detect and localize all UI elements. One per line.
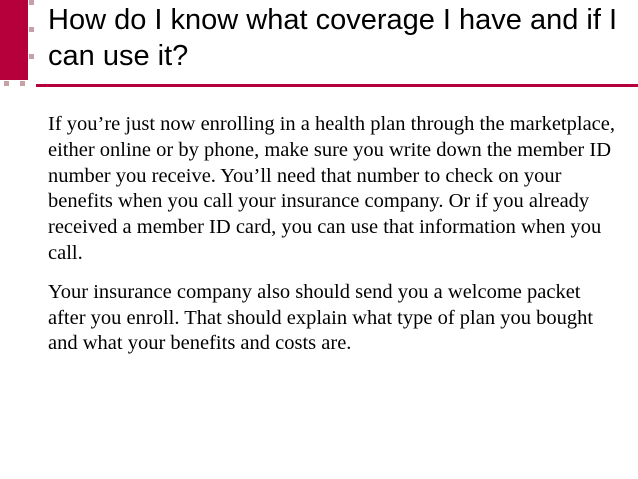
accent-dot: [29, 27, 34, 32]
accent-dot: [29, 0, 34, 5]
paragraph: If you’re just now enrolling in a health plan through the marketplace, either online or by phone, make sure you write down the member ID number you receive. You’ll need that number to check on your benefits when you call your insurance company. Or if you already received a member ID card, you can use that information when you call.: [48, 113, 615, 264]
accent-bar: [0, 0, 28, 80]
accent-dot: [20, 81, 25, 86]
body-text: [48, 112, 618, 370]
paragraph: Your insurance company also should send you a welcome packet after you enroll. That should explain what type of plan you bought and what your benefits and costs are.: [48, 280, 594, 355]
page-title: How do I know what coverage I have and if I can use it?: [48, 4, 618, 72]
accent-dot: [4, 81, 9, 86]
title-divider: [36, 84, 638, 87]
accent-dot: [29, 54, 34, 59]
